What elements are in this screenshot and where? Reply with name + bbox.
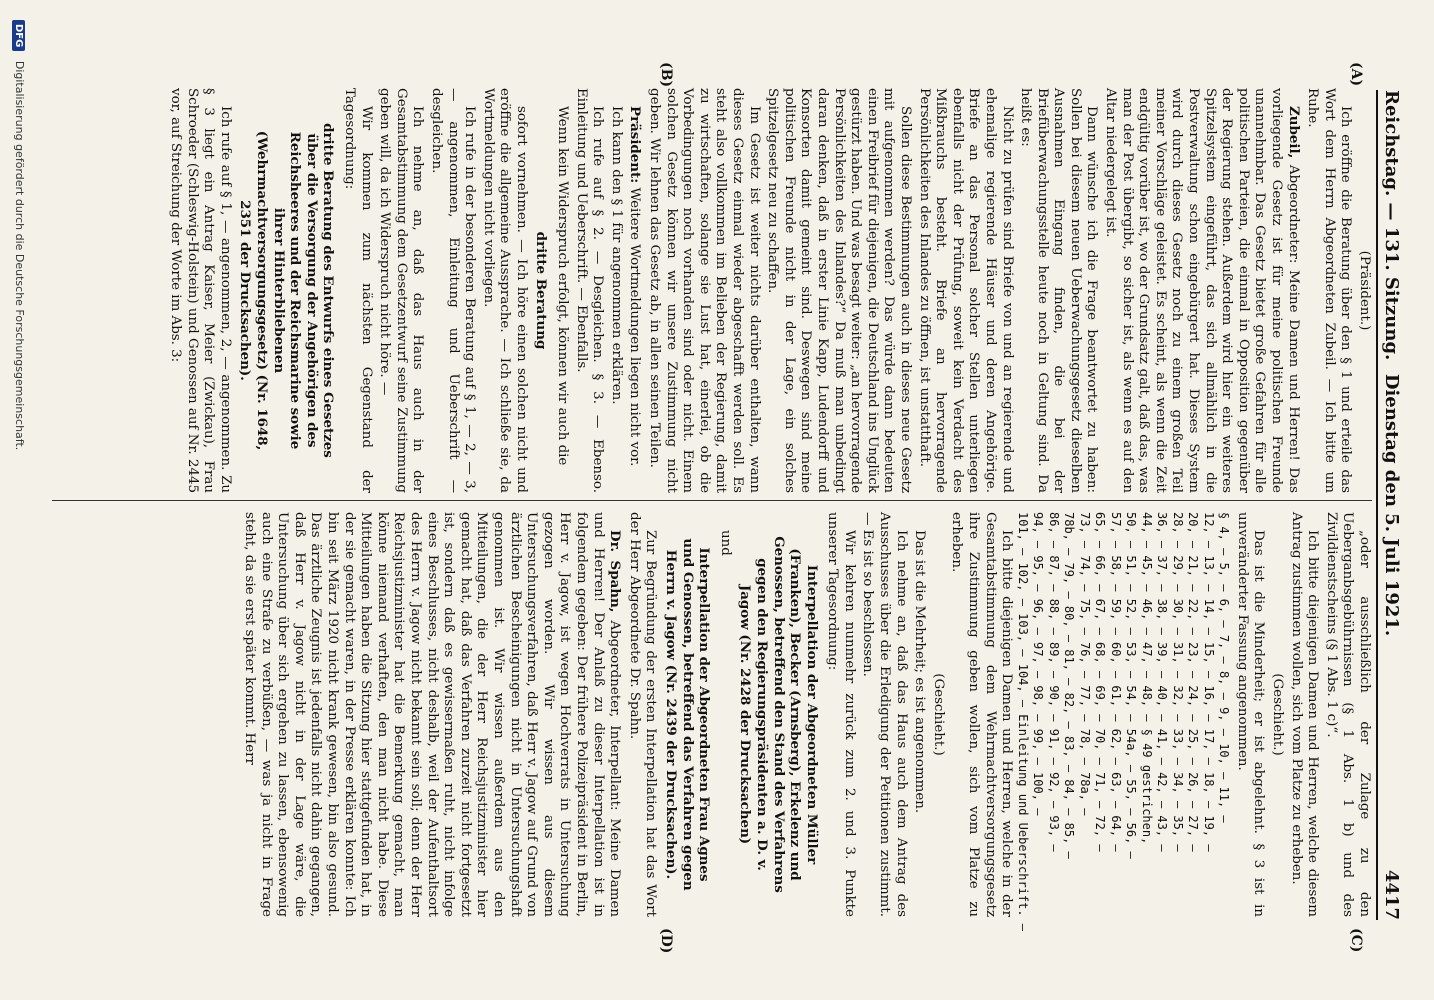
text-paragraph: Ich kann den § 1 für angenommen erklären. xyxy=(608,106,624,405)
text-paragraph: Wenn kein Widerspruch erfolgt, können wir auch die xyxy=(555,106,571,466)
speaker-name: Dr. Spahn, xyxy=(607,530,624,613)
text-paragraph: Nicht zu prüfen sind Briefe von und an regierende und ehemalige regierende Häuser und deren Angehörige. Briefe an das Personal solcher Stellen unterliegen ebenfalls nicht der Prüfung, soweit kein Verdacht des Mißbrauchs besteht. Briefe an hervorragende Persönlichkeiten des Inlandes zu öffnen, ist unstatthaft. xyxy=(916,88,1015,493)
vote-number-row: 12, — 13, — 14, — 15, — 16, — 17, — 18, — 19, — xyxy=(1201,512,1216,852)
vote-number-list xyxy=(1014,512,1232,932)
text-paragraph: Zur Begründung der ersten Interpellation hat das Wort der Herr Abgeordnete Dr. Spahn. xyxy=(626,512,659,917)
vote-number-row: 57, — 58, — 59, — 60, — 61, — 62, — 63, — 64, — xyxy=(1108,512,1123,852)
stage-direction: (Geschieht.) xyxy=(930,673,946,756)
text-paragraph: Wir kehren nunmehr zurück zum 2. und 3. Punkte unserer Tagesordnung: xyxy=(825,512,857,917)
vote-number-row: 78b, — 79, — 80, — 81, — 82, — 83, — 84, — 85, — xyxy=(1062,512,1077,859)
vote-number-row: 20, — 21, — 22, — 23, — 24, — 25, — 26, — 27, — xyxy=(1186,512,1201,852)
speaker-name: Zubeil, xyxy=(1285,106,1302,159)
vote-number-row: 94, — 95, — 96, — 97, — 98, — 99, — 100, — xyxy=(1031,512,1046,816)
text-paragraph: Dann wünsche ich die Frage beantwortet zu haben: Sollen bei diesem neuen Ueberwachungsgesetz dieselben Ausnahmen Eingang finden, die bei der Briefüberwachungsstelle heute noch in Geltung sind. Da heißt es: xyxy=(1018,88,1100,493)
speech-text: Abgeordneter: Meine Damen und Herren! Das vorliegende Gesetz ist für meine politischen Freunde unannehmbar. Das Gesetz bietet große Gefahren für alle politischen Parteien, die einmal in Opposition gegenüber der Regierung stehen. Außerdem wird hier ein weiteres Spitzelsystem eingeführt, das sich allmählich in die Postverwaltung schon eingebürgert hat. Dieses System wird durch dieses Gesetz noch zu einem großen Teil meiner Vorschläge geleistet. Es scheint, als wenn die Zeit endgültig vorüber ist, wo der Grundsatz galt, daß das, was man der Post übergibt, so sicher ist, als wenn es auf den Altar niedergelegt ist. xyxy=(1103,88,1301,493)
stage-direction: (Präsident.) xyxy=(1357,250,1372,331)
speaker-name: Präsident: xyxy=(627,106,644,184)
vote-number-row: 36, — 37, — 38, — 39, — 40, — 41, — 42, — 43, — xyxy=(1155,512,1170,852)
vote-number-row: 44, — 45, — 46, — 47, — 48, — § 49 gestrichen, xyxy=(1139,512,1154,845)
speech-text: Weitere Wortmeldungen liegen nicht vor. xyxy=(627,187,643,467)
margin-marker-b: (B) xyxy=(658,62,674,88)
margin-marker-d: (D) xyxy=(658,928,674,954)
text-paragraph: Ich rufe in der besonderen Beratung auf § 1, — 2, — 3, — angenommen, Einleitung und Ueberschrift — desgleichen. xyxy=(428,88,478,493)
margin-marker-c: (C) xyxy=(1348,928,1364,953)
vote-number-row: 73, — 74, — 75, — 76, — 77, — 78, — 78a, — xyxy=(1077,512,1092,816)
stage-direction: (Geschieht.) xyxy=(1270,673,1286,756)
vote-number-row: 65, — 66, — 67, — 68, — 69, — 70, — 71, — 72, — xyxy=(1093,512,1108,852)
speaker-paragraph xyxy=(241,512,624,917)
text-paragraph: Ich nehme an, daß das Haus auch in der Gesamtabstimmung dem Gesetzentwurf seine Zustimmung geben will, da ich Widerspruch nicht höre. — xyxy=(377,88,426,493)
text-paragraph: Ich bitte diejenigen Damen und Herren, welche diesem Antrag zustimmen wollen, sich vom Platze zu erheben. xyxy=(1288,512,1321,917)
agenda-heading: Interpellation der Abgeordneten Müller (Franken), Becker (Arnsberg), Erkelenz und Genossen, betreffend den Stand des Verfahrens gegen den Regierungspräsidenten a. D. v. Jagow (Nr. 2428 der Drucksachen) xyxy=(737,536,820,893)
text-paragraph: „oder ausschließlich der Zulage zu den Ueberganbsgebührnissen (§ 1 Abs. 1 b) und des Zivildienstscheins (§ 1 Abs. 1 c)“. xyxy=(1323,512,1372,917)
header-date: Dienstag den 5. Juli 1921. xyxy=(1381,373,1402,637)
text-paragraph: sofort vornehmen. — Ich höre einen solchen nicht und eröffne die allgemeine Aussprache. — Ich schließe sie, da Wortmeldungen nicht vorliegen. xyxy=(480,88,529,493)
text-paragraph: Ich rufe auf § 1, — angenommen, 2, — angenommen. Zu § 3 liegt ein Antrag Kaiser, Meier (Zwickau), Frau Schroeder (Schleswig-Holstein) und Genossen auf Nr. 2445 vor, auf Streichung der Worte im Abs. 3: xyxy=(168,88,233,493)
speaker-paragraph xyxy=(1102,88,1302,493)
text-paragraph: Ich rufe auf § 2. — Desgleichen. § 3. — Ebenso. Einleitung und Ueberschrift. — Ebenfalls. xyxy=(573,88,606,493)
vote-number-row: 86, — 87, — 88, — 89, — 90, — 91, — 92, — 93, — xyxy=(1046,512,1061,852)
vote-number-row: § 4, — 5, — 6, — 7, — 8, — 9, — 10, — 11, — xyxy=(1217,512,1232,823)
text-paragraph: Ich eröffne die Beratung über den § 1 und erteile das Wort dem Herrn Abgeordneten Zubeil. — Ich bitte um Ruhe. xyxy=(1305,88,1354,493)
text-paragraph: Sollen diese Bestimmungen auch in dieses neue Gesetz mit aufgenommen werden? Das würde dann bedeuten einen Freibrief für diejenigen, die Deutschland ins Unglück gestürzt haben. Und was besagt weiter: „an hervorragende Persönlichkeiten des Inlandes?“ Da muß man unbedingt daran denken, daß in erster Linie Kapp, Ludendorff und Konsorten damit gemeint sind. Deswegen sind meine politischen Freunde nicht in der Lage, ein solches Spitzelgesetz neu zu schaffen. xyxy=(765,88,913,494)
text-paragraph: Ich nehme an, daß das Haus auch dem Antrag des Ausschusses über die Erledigung der Petitionen zustimmt. — Es ist so beschlossen. xyxy=(860,512,909,917)
header-session: Reichstag. — 131. Sitzung. xyxy=(1381,90,1402,361)
agenda-heading: Interpellation der Abgeordneten Frau Agnes und Genossen, betreffend das Verfahren gegen Herrn v. Jagow (Nr. 2439 der Drucksachen). xyxy=(662,538,713,891)
text-paragraph: Im Gesetz ist weiter nichts darüber enthalten, wann dieses Gesetz einmal wieder abgeschafft werden soll. Es steht also vollkommen im Belieben der Regierung, damit zu wirtschaften, solange sie Lust hat, einerlei, ob die Vorbedingungen noch vorhanden sind oder nicht. Einem solchen Gesetz können wir unsere Zustimmung nicht geben. Wir lehnen das Gesetz ab, in allen seinen Teilen. xyxy=(647,88,762,493)
right-column xyxy=(239,512,1372,932)
column-divider xyxy=(52,500,1372,501)
vote-number-row: 28, — 29, — 30, — 31, — 32, — 33, — 34, — 35, — xyxy=(1170,512,1185,852)
vote-number-row: 101, — 102, — 103, — 104, — Einleitung und Ueberschrift. — xyxy=(1015,512,1030,932)
page-footer xyxy=(6,20,26,980)
speaker-paragraph xyxy=(626,88,644,493)
page-number: 4417 xyxy=(1381,869,1402,920)
margin-marker-a: (A) xyxy=(1348,62,1364,87)
text-paragraph: Das ist die Minderheit; er ist abgelehnt. § 3 ist in unveränderter Fassung angenommen. xyxy=(1234,512,1267,917)
text-paragraph: Das ist die Mehrheit; es ist angenommen. xyxy=(912,530,928,814)
text-paragraph: Wir kommen zum nächsten Gegenstand der Tagesordnung: xyxy=(341,88,374,493)
agenda-heading: dritte Beratung xyxy=(533,231,550,350)
left-column xyxy=(164,88,1372,493)
speech-text: Abgeordneter, Interpellant: Meine Damen und Herren! Der Anlaß zu dieser Interpellation ist in folgendem gegeben: Der frühere Polizeipräsident in Berlin, Herr v. Jagow, ist wegen Hochverrats in Untersuchung gezogen worden. Wir wissen aus diesem Untersuchungsverfahren, daß Herr v. Jagow auf Grund von ärztlichen Bescheinigungen nicht in Untersuchungshaft genommen ist. Wir wissen außerdem aus den Mitteilungen, die der Herr Reichsjustizminister hier gemacht hat, daß das Verfahren zurzeit nicht fortgesetzt ist, sondern daß es gewissermaßen ruht, nicht infolge eines Beschlusses, nicht deshalb, weil der Aufenthaltsort des Herrn v. Jagow nicht bekannt sein soll; denn der Herr Reichsjustizminister hat die Bemerkung gemacht, man könne niemand verhaften, den man nicht habe. Diese Mitteilungen haben die Sitzung hier stattgefunden hat, in der sie gemacht waren, in der Presse erklären konnte: Ich bin seit März 1920 nicht krank gewesen, bin also gesund. Das ärztliche Zeugnis ist jedenfalls nicht dahin gegangen, daß Herr v. Jagow nicht in der Lage wäre, die Untersuchung über sich ergehen zu lassen, ebensowenig auch eine Strafe zu verbüßen, — was ja nicht in Frage steht, da sie erst später kommt. Herr xyxy=(242,512,623,917)
text-paragraph: und xyxy=(717,530,733,556)
agenda-heading: dritte Beratung des Entwurfs eines Gesetzes über die Versorgung der Angehörigen des Reichsheeres und der Reichsmarine sowie ihrer Hinterbliebenen (Wehrmachtversorgungsgesetz) (Nr. 1648, 2351 der Drucksachen). xyxy=(237,123,337,458)
dfg-logo: DFG xyxy=(12,20,25,51)
vote-number-row: 50, — 51, — 52, — 53, — 54, — 54a, — 55, — 56, — xyxy=(1124,512,1139,859)
text-paragraph: Ich bitte diejenigen Damen und Herren, welche in der Gesamtabstimmung dem Wehrmachtversorgungsgesetz ihre Zustimmung geben wollen, sich vom Platze zu erheben. xyxy=(949,512,1015,917)
footer-credit: Digitalisierung gefördert durch die Deutsche Forschungsgemeinschaft. xyxy=(13,60,26,451)
page-header xyxy=(1376,90,1406,920)
